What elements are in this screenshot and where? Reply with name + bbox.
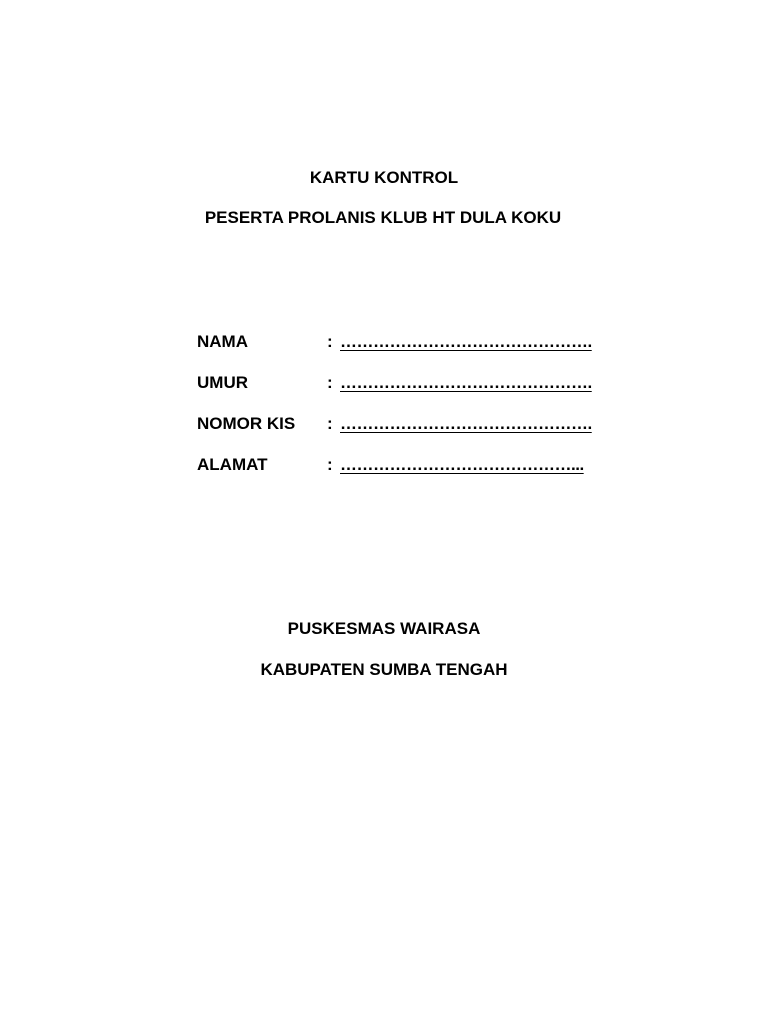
footer-regency: KABUPATEN SUMBA TENGAH bbox=[260, 660, 508, 679]
card-subtitle: PESERTA PROLANIS KLUB HT DULA KOKU bbox=[204, 208, 562, 227]
field-colon: : bbox=[327, 414, 333, 433]
field-blank: ……………………………………... bbox=[340, 455, 584, 474]
card-title: KARTU KONTROL bbox=[309, 168, 459, 187]
field-colon: : bbox=[327, 332, 333, 351]
footer-institution: PUSKESMAS WAIRASA bbox=[287, 619, 481, 638]
field-blank: ………………………………………. bbox=[340, 332, 592, 351]
field-label: UMUR bbox=[197, 373, 248, 392]
field-label: ALAMAT bbox=[197, 455, 268, 474]
field-colon: : bbox=[327, 373, 333, 392]
field-colon: : bbox=[327, 455, 333, 474]
field-blank: ………………………………………. bbox=[340, 414, 592, 433]
field-label: NAMA bbox=[197, 332, 248, 351]
field-blank: ………………………………………. bbox=[340, 373, 592, 392]
field-label: NOMOR KIS bbox=[197, 414, 296, 433]
